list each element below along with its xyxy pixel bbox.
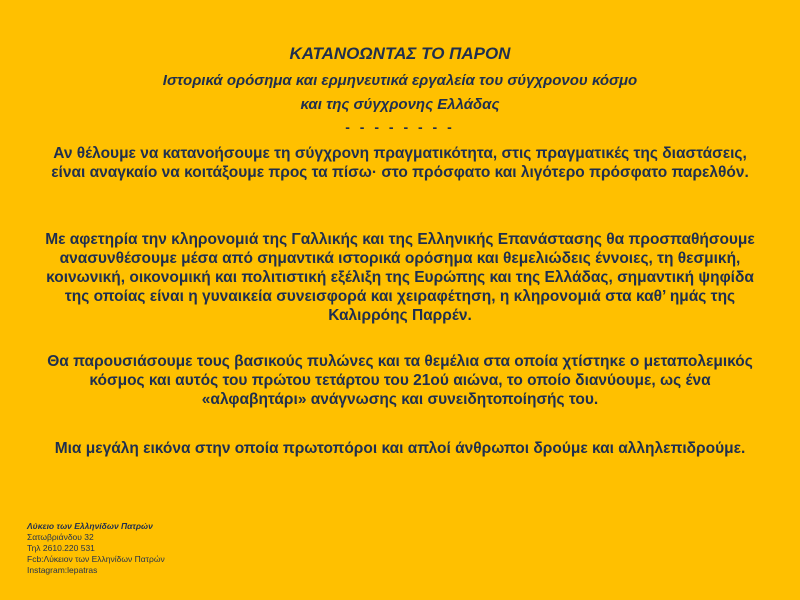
subtitle-line-2: και της σύγχρονης Ελλάδας (300, 96, 500, 113)
organization-name: Λύκειο των Ελληνίδων Πατρών (27, 521, 153, 531)
paragraph-heritage: Με αφετηρία την κληρονομιά της Γαλλικής και της Ελληνικής Επανάστασης θα προσπαθήσουμε ανασυνθέσουμε μέσα από σημαντικά ιστορικά ορόσημα και θεμελιώδεις έννοιες, τη θεσμική, κοινωνική, οικονομική και πολιτιστική εξέλιξη της Ευρώπης και της Ελλάδας, σημαντική ψηφίδα της οποίας είναι η γυναικεία συνεισφορά και χειραφέτηση, η κληρονομιά στα καθ’ ημάς της Καλιρρόης Παρρέν. (45, 231, 755, 324)
separator-dashes: - - - - - - - - (345, 119, 455, 135)
contact-footer (27, 521, 165, 576)
paragraph-big-picture: Μια μεγάλη εικόνα στην οποία πρωτοπόροι και απλοί άνθρωποι δρούμε και αλληλεπιδρούμε. (54, 440, 746, 457)
subtitle-line-1: Ιστορικά ορόσημα και ερμηνευτικά εργαλεία του σύγχρονου κόσμο (162, 72, 638, 89)
phone-line: Τηλ 2610.220 531 (27, 543, 95, 553)
instagram-line: Instagram:lepatras (27, 565, 98, 575)
address-line: Σατωβριάνδου 32 (27, 532, 94, 542)
paragraph-intro: Αν θέλουμε να κατανοήσουμε τη σύγχρονη πραγματικότητα, στις πραγματικές της διαστάσεις, είναι αναγκαίο να κοιτάξουμε προς τα πίσω· στο πρόσφατο και λιγότερο πρόσφατο παρελθόν. (51, 145, 749, 181)
paragraph-pillars: Θα παρουσιάσουμε τους βασικούς πυλώνες και τα θεμέλια στα οποία χτίστηκε ο μεταπολεμικός κόσμος και αυτός του πρώτου τετάρτου του 21ού αιώνα, το οποίο διανύουμε, ως ένα «αλφαβητάρι» ανάγνωσης και συνειδητοποίησής του. (47, 353, 753, 408)
facebook-line: Fcb:Λύκειον των Ελληνίδων Πατρών (27, 554, 165, 564)
page-title: ΚΑΤΑΝΟΩΝΤΑΣ ΤΟ ΠΑΡΟΝ (289, 44, 511, 63)
